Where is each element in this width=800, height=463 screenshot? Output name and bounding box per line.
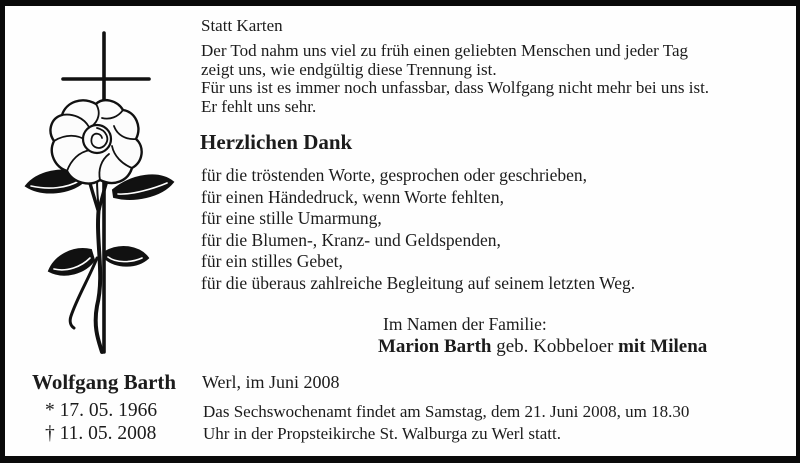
thanks-list — [201, 165, 635, 294]
deceased-name: Wolfgang Barth — [32, 370, 177, 394]
thanks-line: für eine stille Umarmung, — [201, 208, 382, 228]
birth-date: * 17. 05. 1966 — [45, 400, 158, 421]
service-line: Uhr in der Propsteikirche St. Walburga zu Werl statt. — [203, 424, 561, 443]
life-dates — [45, 399, 157, 445]
signature-name-secondary: mit Milena — [618, 336, 708, 357]
thanks-line: für die überaus zahlreiche Begleitung auf seinem letzten Weg. — [201, 272, 636, 293]
intro-line: Er fehlt uns sehr. — [201, 96, 317, 116]
service-line: Das Sechswochenamt findet am Samstag, dem 21. Juni 2008, um 18.30 — [203, 402, 690, 421]
thanks-line: für ein stilles Gebet, — [201, 251, 343, 271]
service-announcement — [203, 401, 689, 445]
thanks-line: für einen Händedruck, wenn Worte fehlten, — [201, 186, 504, 207]
intro-paragraph — [201, 42, 709, 116]
intro-line: zeigt uns, wie endgültig diese Trennung ist. — [201, 59, 497, 79]
signature-maiden-name: geb. Kobbeloer — [491, 336, 619, 357]
death-date: † 11. 05. 2008 — [45, 423, 157, 444]
header-note: Statt Karten — [201, 16, 283, 35]
intro-line: Für uns ist es immer noch unfassbar, dass Wolfgang nicht mehr bei uns ist. — [201, 78, 710, 97]
signature-name-primary: Marion Barth — [378, 336, 492, 357]
thanks-line: für die tröstenden Worte, gesprochen oder geschrieben, — [201, 165, 588, 185]
thanks-line: für die Blumen-, Kranz- und Geldspenden, — [201, 229, 501, 250]
place-date: Werl, im Juni 2008 — [202, 372, 340, 392]
signature-names — [378, 336, 707, 358]
signature-intro: Im Namen der Familie: — [383, 314, 547, 334]
cross-and-rose-icon — [7, 6, 197, 378]
intro-line: Der Tod nahm uns viel zu früh einen geliebten Menschen und jeder Tag — [201, 41, 689, 60]
thanks-heading: Herzlichen Dank — [200, 130, 353, 154]
